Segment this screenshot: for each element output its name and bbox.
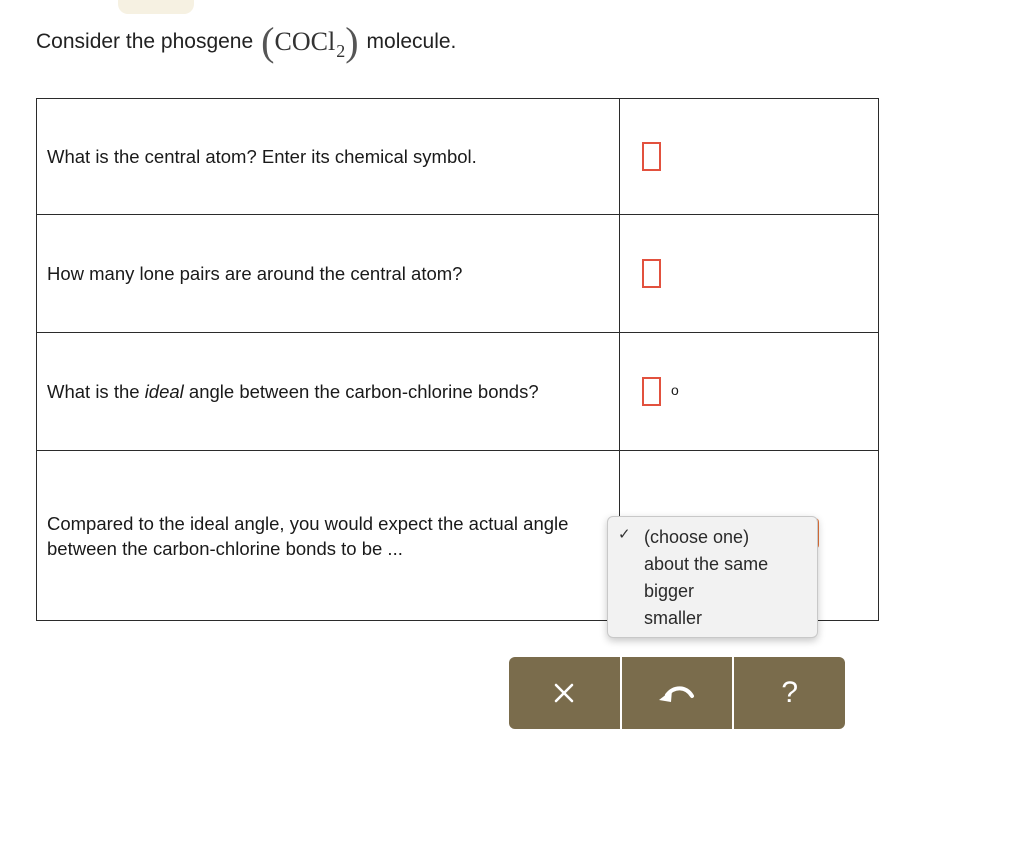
- clear-button[interactable]: [509, 657, 620, 729]
- prompt-suffix: molecule.: [366, 30, 457, 53]
- formula-close-paren: ): [345, 19, 359, 64]
- dropdown-option-choose-one[interactable]: (choose one): [644, 527, 750, 547]
- question-cell: [37, 451, 620, 621]
- central-atom-input[interactable]: [642, 142, 661, 171]
- table-row: [37, 215, 879, 333]
- question-text: Compared to the ideal angle, you would expect the actual angle between the carbon-chlorine bonds to be ...: [47, 512, 569, 559]
- lone-pairs-input[interactable]: [642, 259, 661, 288]
- question-cell: [37, 215, 620, 333]
- angle-comparison-dropdown[interactable]: [607, 516, 818, 638]
- table-row: [37, 333, 879, 451]
- degree-symbol: o: [671, 381, 679, 398]
- answer-cell: [620, 99, 879, 215]
- table-row: [37, 99, 879, 215]
- dropdown-option-smaller[interactable]: smaller: [644, 608, 703, 628]
- ideal-angle-input[interactable]: [642, 377, 661, 406]
- help-button[interactable]: [732, 657, 845, 729]
- chemical-formula: [261, 19, 359, 64]
- question-mark-icon: ?: [781, 676, 799, 709]
- prompt-prefix: Consider the phosgene: [36, 30, 254, 53]
- question-prompt: [36, 18, 456, 66]
- top-tab: [118, 0, 194, 14]
- answer-cell: [620, 215, 879, 333]
- answer-toolbar: [509, 657, 845, 729]
- question-text: What is the central atom? Enter its chemical symbol.: [47, 146, 477, 167]
- formula-subscript: 2: [336, 40, 346, 61]
- question-cell: [37, 333, 620, 451]
- question-text-continued: angle between the carbon-chlorine bonds?: [183, 381, 539, 402]
- question-cell: [37, 99, 620, 215]
- dropdown-option-about-the-same[interactable]: about the same: [644, 554, 769, 574]
- formula-main: COCl: [274, 27, 336, 56]
- close-icon: [553, 682, 575, 704]
- formula-open-paren: (: [261, 19, 275, 64]
- dropdown-option-bigger[interactable]: bigger: [644, 581, 695, 601]
- question-text: How many lone pairs are around the central atom?: [47, 263, 463, 284]
- answer-cell: [620, 333, 879, 451]
- angle-answer-group: [642, 377, 878, 406]
- question-emphasis: ideal: [144, 381, 184, 402]
- question-text: What is the: [47, 381, 145, 402]
- undo-button[interactable]: [620, 657, 733, 729]
- checkmark-icon: ✓: [618, 526, 631, 543]
- undo-icon: [655, 678, 699, 708]
